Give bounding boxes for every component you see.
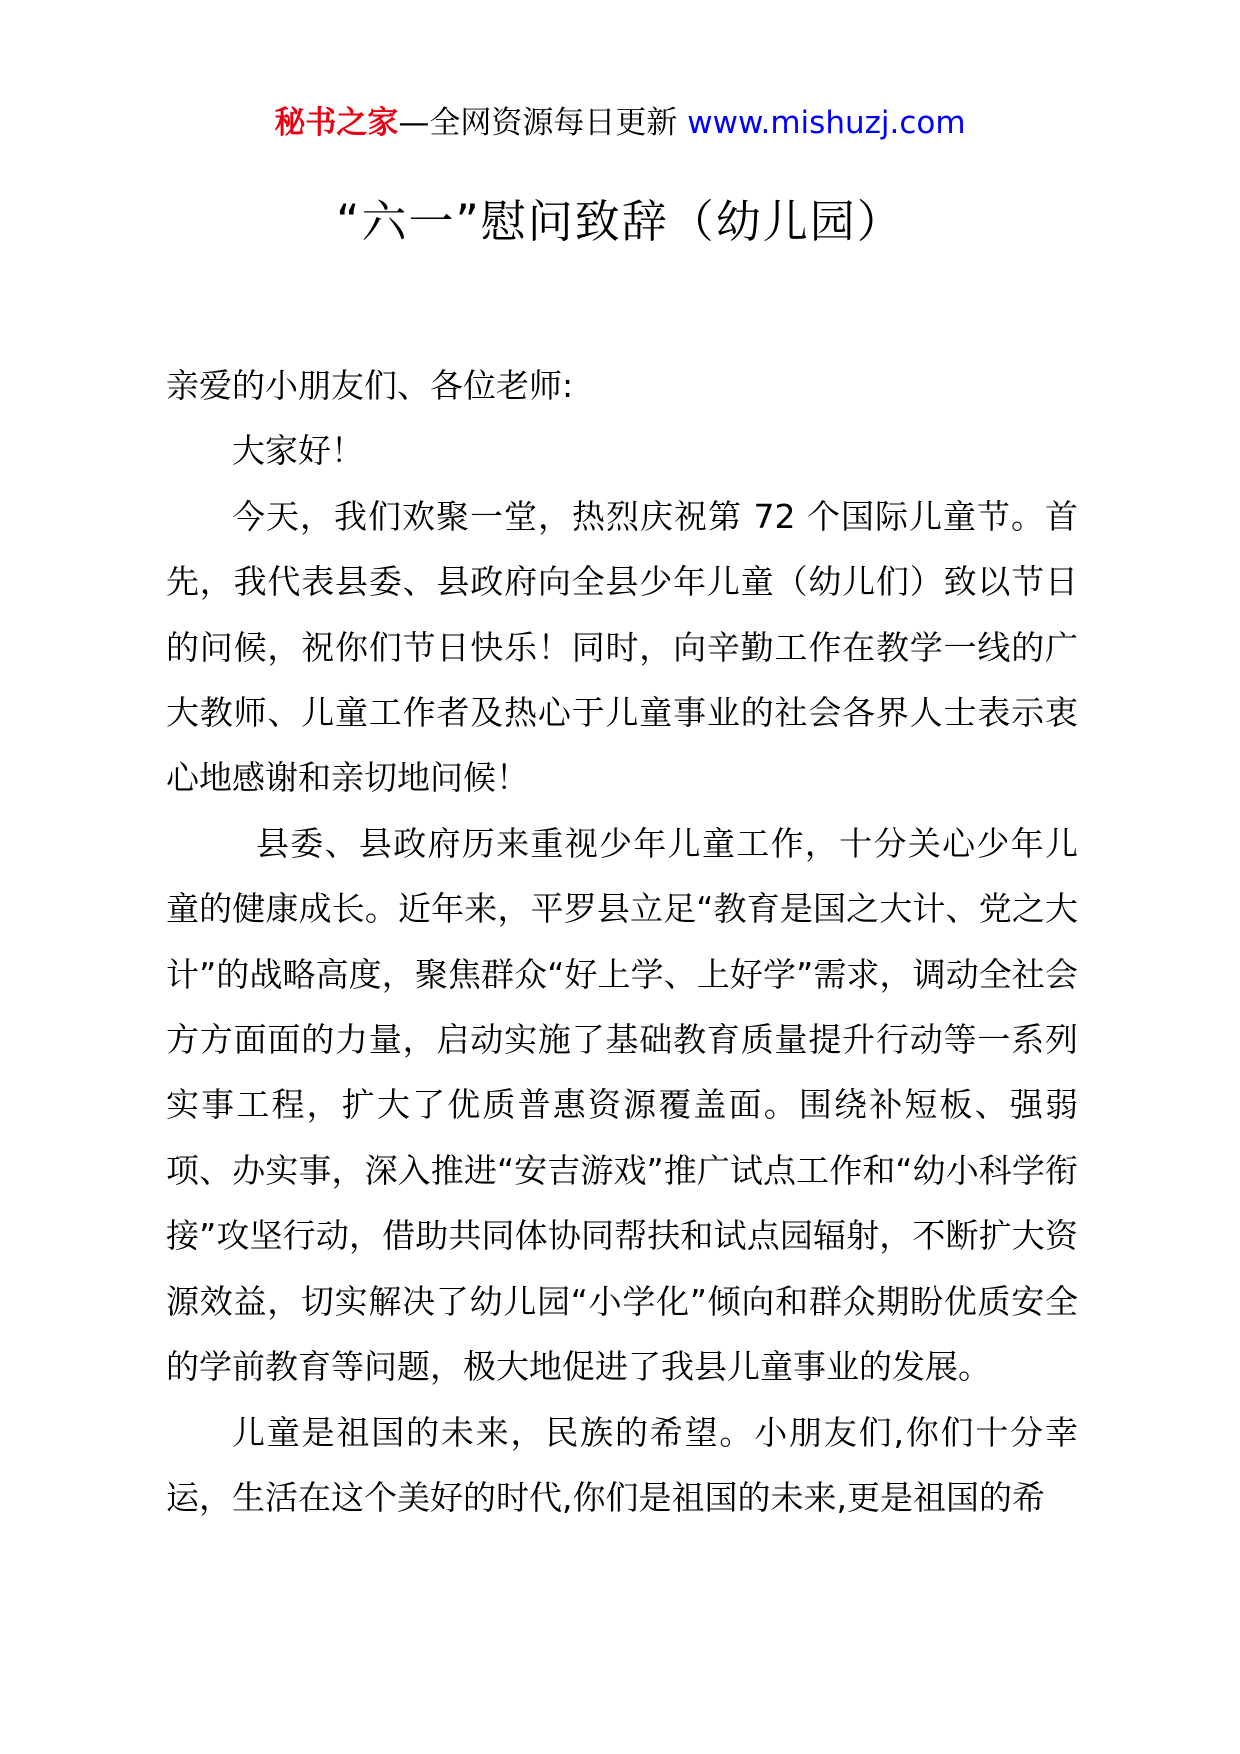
site-header [0, 100, 1240, 146]
salutation: 亲爱的小朋友们、各位老师: [166, 366, 574, 405]
document-body [166, 353, 1078, 1530]
site-brand: 秘书之家 [274, 105, 399, 141]
paragraph-3: 儿童是祖国的未来，民族的希望。小朋友们,你们十分幸运，生活在这个美好的时代,你们是祖国的未来,更是祖国的希 [166, 1412, 1078, 1517]
greeting: 大家好！ [232, 431, 364, 471]
paragraph-1: 今天，我们欢聚一堂，热烈庆祝第 72 个国际儿童节。首先，我代表县委、县政府向全县少年儿童（幼儿们）致以节日的问候，祝你们节日快乐！同时，向辛勤工作在教学一线的广大教师、儿童工作者及热心于儿童事业的社会各界人士表示衷心地感谢和亲切地问候！ [166, 496, 1078, 798]
site-tagline: —全网资源每日更新 [398, 105, 678, 141]
site-url[interactable]: www.mishuzj.com [687, 105, 966, 141]
document-title: “六一”慰问致辞（幼儿园） [336, 195, 904, 248]
paragraph-2: 县委、县政府历来重视少年儿童工作，十分关心少年儿童的健康成长。近年来，平罗县立足“教育是国之大计、党之大计”的战略高度，聚焦群众“好上学、上好学”需求，调动全社会方方面面的力量，启动实施了基础教育质量提升行动等一系列实事工程，扩大了优质普惠资源覆盖面。围绕补短板、强弱项、办实事，深入推进“安吉游戏”推广试点工作和“幼小科学衔接”攻坚行动，借助共同体协同帮扶和试点园辐射，不断扩大资源效益，切实解决了幼儿园“小学化”倾向和群众期盼优质安全的学前教育等问题，极大地促进了我县儿童事业的发展。 [166, 823, 1078, 1387]
